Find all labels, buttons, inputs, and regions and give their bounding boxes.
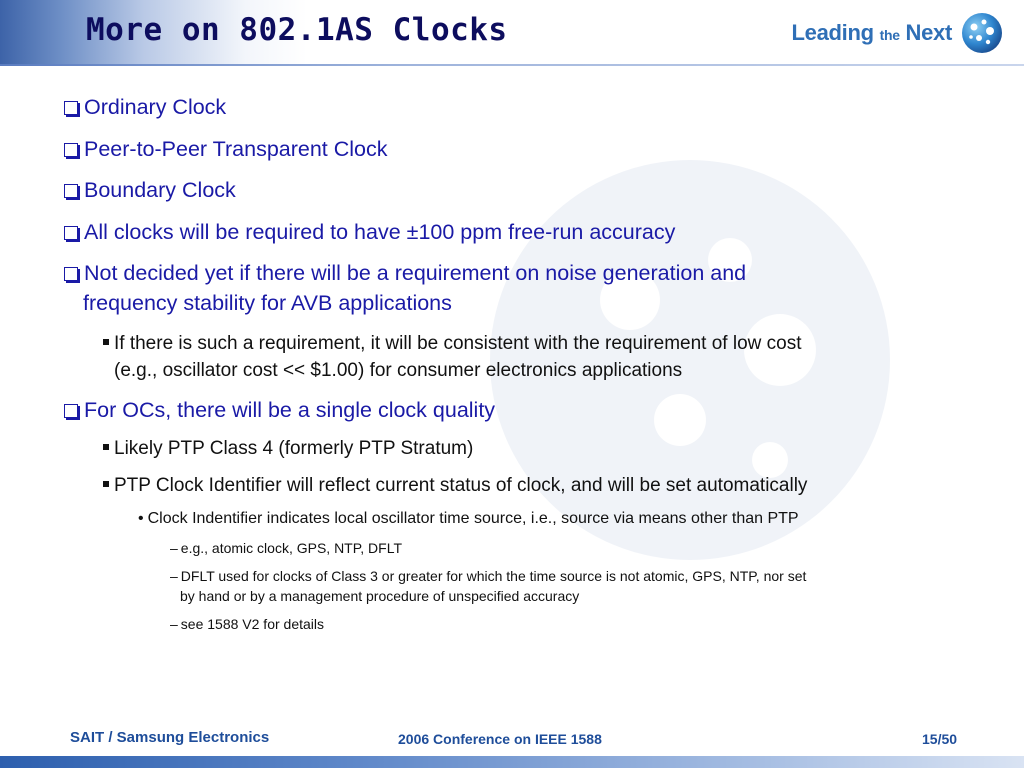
checkbox-bullet-icon: [64, 226, 78, 240]
level3-text: Clock Indentifier indicates local oscillator time source, i.e., source via means other than PTP: [147, 510, 799, 527]
checkbox-bullet-icon: [64, 101, 78, 115]
dash-bullet-icon: –: [170, 616, 178, 632]
dash-bullet-icon: –: [170, 540, 178, 556]
bullet-text-continued: frequency stability for AVB applications: [83, 291, 452, 315]
level4-examples: [170, 538, 402, 558]
checkbox-bullet-icon: [64, 267, 78, 281]
sub-bullet-low-cost: [103, 330, 801, 384]
bullet-noise-generation: [64, 258, 746, 318]
level4-text-continued: by hand or by a management procedure of unspecified accuracy: [180, 588, 580, 604]
sub-bullet-text: PTP Clock Identifier will reflect current status of clock, and will be set automatically: [114, 475, 808, 496]
level4-text: DFLT used for clocks of Class 3 or greater for which the time source is not atomic, GPS, NTP, nor set: [180, 568, 807, 584]
bullet-ordinary-clock: [64, 92, 226, 122]
sub-bullet-text: If there is such a requirement, it will be consistent with the requirement of low cost: [114, 333, 802, 354]
checkbox-bullet-icon: [64, 143, 78, 157]
bullet-text: Not decided yet if there will be a requirement on noise generation and: [84, 261, 747, 285]
level4-text: see 1588 V2 for details: [180, 616, 325, 632]
page-number: 15/50: [922, 731, 958, 747]
bullet-text: All clocks will be required to have ±100 ppm free-run accuracy: [84, 220, 676, 244]
level3-clock-identifier-source: [138, 508, 799, 530]
footer-bar: [0, 756, 1024, 768]
bullet-text: For OCs, there will be a single clock quality: [84, 398, 496, 422]
sub-bullet-text-continued: (e.g., oscillator cost << $1.00) for consumer electronics applications: [114, 360, 683, 381]
square-bullet-icon: [103, 339, 109, 345]
square-bullet-icon: [103, 444, 109, 450]
bullet-free-run-accuracy: [64, 217, 675, 247]
slide-title: More on 802.1AS Clocks: [86, 12, 508, 48]
dot-bullet-icon: •: [138, 510, 144, 527]
checkbox-bullet-icon: [64, 404, 78, 418]
brand-part3: Next: [899, 20, 952, 45]
level4-see-details: [170, 614, 324, 634]
bullet-p2p-transparent-clock: [64, 134, 388, 164]
bullet-boundary-clock: [64, 175, 236, 205]
bullet-text: Ordinary Clock: [84, 95, 227, 119]
dash-bullet-icon: –: [170, 568, 178, 584]
square-bullet-icon: [103, 481, 109, 487]
brand-part1: Leading: [791, 20, 880, 45]
bullet-text: Peer-to-Peer Transparent Clock: [84, 137, 388, 161]
checkbox-bullet-icon: [64, 184, 78, 198]
sub-bullet-text: Likely PTP Class 4 (formerly PTP Stratum): [114, 438, 474, 459]
footer-organization: SAIT / Samsung Electronics: [70, 729, 270, 746]
level4-text: e.g., atomic clock, GPS, NTP, DFLT: [180, 540, 403, 556]
bullet-text: Boundary Clock: [84, 178, 236, 202]
footer-conference: 2006 Conference on IEEE 1588: [398, 731, 602, 747]
brand-part2: the: [879, 27, 900, 43]
sub-bullet-ptp-class: [103, 435, 473, 462]
level4-dflt-description: [170, 566, 806, 606]
bullet-single-clock-quality: [64, 395, 495, 425]
sub-bullet-clock-identifier: [103, 472, 807, 499]
